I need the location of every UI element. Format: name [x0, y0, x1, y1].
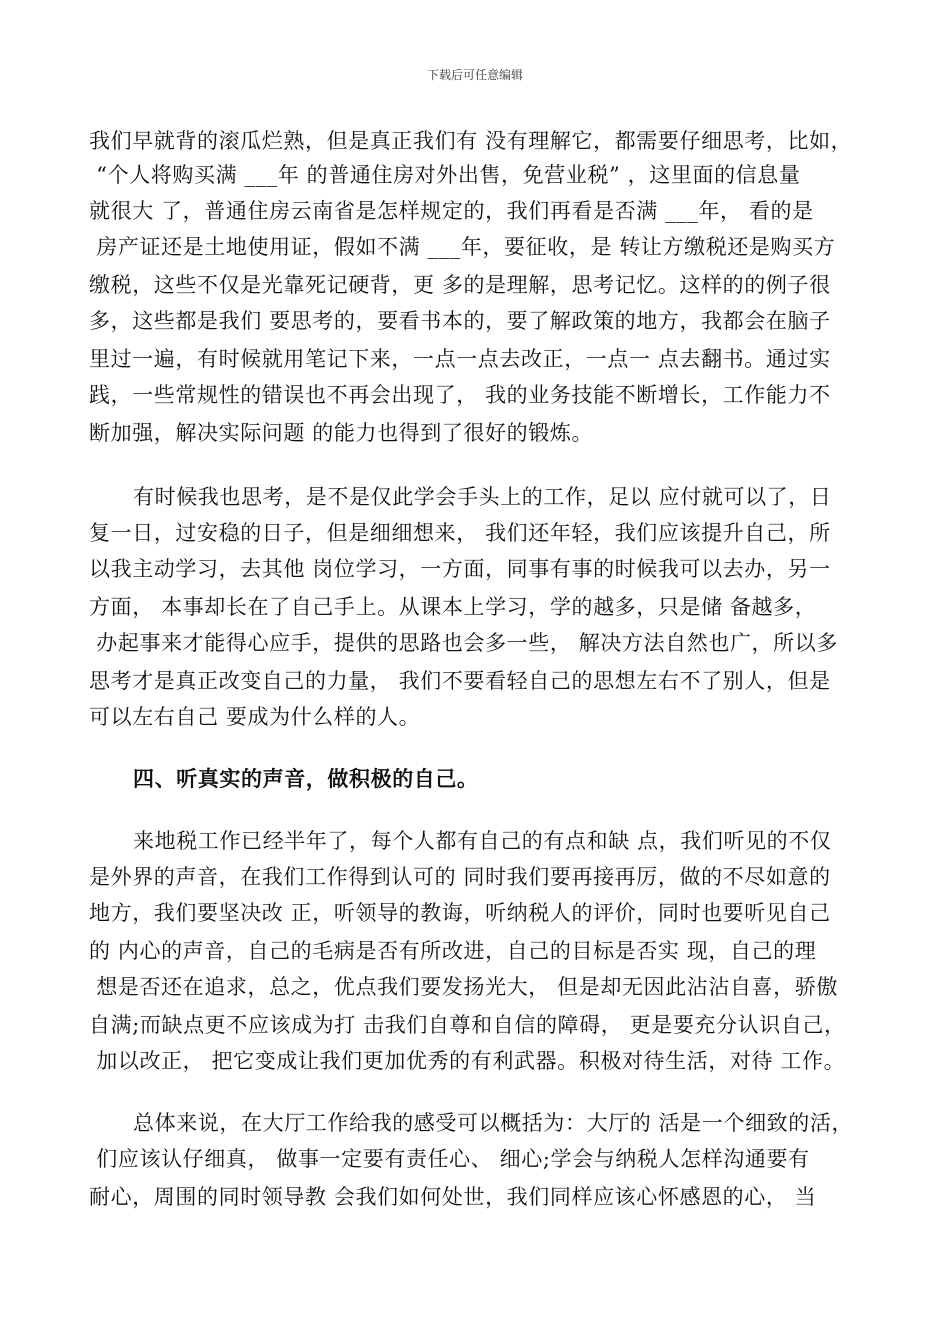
paragraph-line: 是外界的声音，在我们工作得到认可的 同时我们要再接再厉，做的不尽如意的: [89, 865, 831, 889]
paragraph-line: 房产证还是土地使用证，假如不满 ___年，要征收，是 转让方缴税还是购买方: [89, 235, 836, 259]
paragraph-line: 我们早就背的滚瓜烂熟，但是真正我们有 没有理解它，都需要仔细思考，比如，: [89, 129, 853, 153]
paragraph-line: 复一日，过安稳的日子，但是细细想来， 我们还年轻，我们应该提升自己，所: [89, 521, 831, 545]
paragraph-line: 方面， 本事却长在了自己手上。从课本上学习，学的越多，只是储 备越多，: [89, 595, 817, 619]
paragraph-line: 践，一些常规性的错误也不再会出现了， 我的业务技能不断增长，工作能力不: [89, 383, 831, 407]
paragraph-line: 思考才是真正改变自己的力量， 我们不要看轻自己的思想左右不了别人，但是: [89, 669, 831, 693]
paragraph-line: 加以改正， 把它变成让我们更加优秀的有利武器。积极对待生活，对待 工作。: [89, 1049, 846, 1073]
paragraph-line: 里过一遍，有时候就用笔记下来，一点一点去改正，一点一 点去翻书。通过实: [89, 347, 831, 371]
paragraph-line: 来地税工作已经半年了，每个人都有自己的有点和缺 点，我们听见的不仅: [133, 829, 832, 853]
paragraph-line: 耐心，周围的同时领导教 会我们如何处世，我们同样应该心怀感恩的心， 当: [89, 1185, 817, 1209]
paragraph-line: 地方，我们要坚决改 正，听领导的教诲，听纳税人的评价，同时也要听见自己: [89, 901, 831, 925]
paragraph-line: 总体来说，在大厅工作给我的感受可以概括为：大厅的 活是一个细致的活，: [133, 1111, 854, 1135]
paragraph-line: 以我主动学习，去其他 岗位学习，一方面，同事有事的时候我可以去办，另一: [89, 557, 831, 581]
paragraph-line: 多，这些都是我们 要思考的，要看书本的，要了解政策的地方，我都会在脑子: [89, 309, 831, 333]
page-header: 下载后可任意编辑: [426, 68, 523, 82]
paragraph-line: 有时候我也思考，是不是仅此学会手头上的工作，足以 应付就可以了，日: [133, 485, 832, 509]
paragraph-line: 断加强，解决实际问题 的能力也得到了很好的锻炼。: [89, 421, 594, 445]
paragraph-line: “个人将购买满 ___年 的普通住房对外出售，免营业税” ，这里面的信息量: [89, 163, 801, 187]
paragraph-line: 办起事来才能得心应手，提供的思路也会多一些， 解决方法自然也广，所以多: [89, 631, 838, 655]
paragraph-line: 的 内心的声音，自己的毛病是否有所改进，自己的目标是否实 现，自己的理: [89, 939, 817, 963]
paragraph-line: 就很大 了，普通住房云南省是怎样规定的，我们再看是否满 ___年， 看的是: [89, 199, 814, 223]
paragraph-line: 缴税，这些不仅是光靠死记硬背，更 多的是理解，思考记忆。这样的的例子很: [89, 273, 831, 297]
paragraph-line: 们应该认仔细真， 做事一定要有责任心、 细心;学会与纳税人怎样沟通要有: [89, 1147, 810, 1171]
paragraph-line: 想是否还在追求，总之，优点我们要发扬光大， 但是却无因此沾沾自喜，骄傲: [89, 975, 838, 999]
paragraph-line: 可以左右自己 要成为什么样的人。: [89, 705, 421, 729]
section-heading: 四、听真实的声音，做积极的自己。: [133, 766, 479, 791]
paragraph-line: 自满;而缺点更不应该成为打 击我们自尊和自信的障碍， 更是要充分认识自己，: [89, 1013, 846, 1037]
